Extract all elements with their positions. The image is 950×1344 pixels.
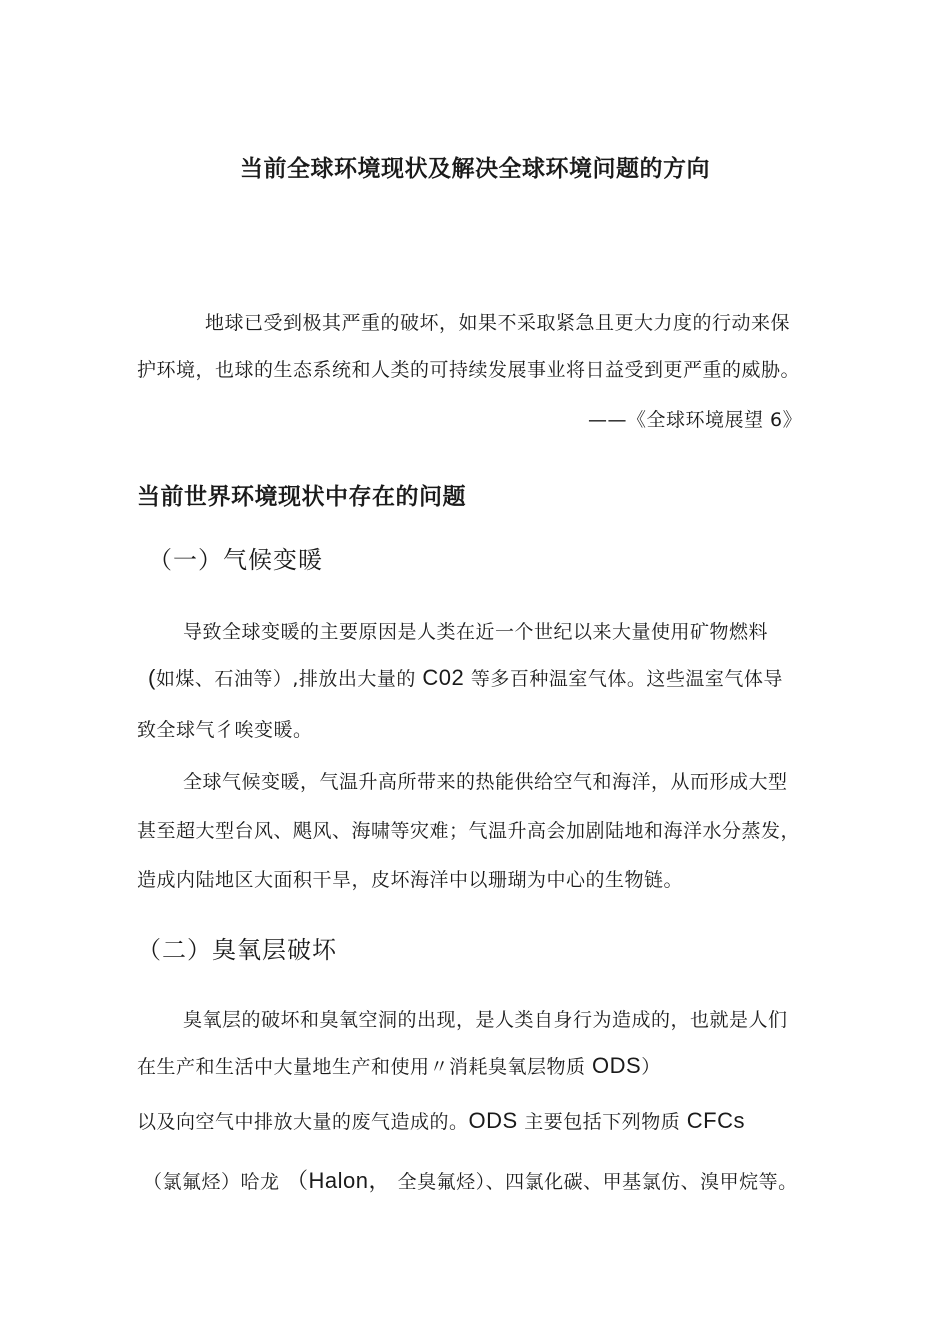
ods-text-2: ODS [468, 1108, 518, 1133]
climate-p1-l2-text-b: 等多百种温室气体。这些温室气体导 [464, 668, 783, 690]
climate-paragraph-2-line-3: 造成内陆地区大面积干旱，皮坏海洋中以珊瑚为中心的生物链。 [137, 869, 684, 891]
climate-paragraph-1-line-1: 导致全球变暖的主要原因是人类在近一个世纪以来大量使用矿物燃料 [183, 621, 769, 643]
section-heading: 当前世界环境现状中存在的问题 [137, 484, 466, 510]
ozone-l3-text-c: 主要包括下列物质 [517, 1111, 687, 1133]
ozone-l4-text-a: （氯氟烃）哈龙 [143, 1171, 287, 1193]
climate-paragraph-2-line-2: 甚至超大型台风、飓风、海啸等灾难；气温升高会加剧陆地和海洋水分蒸发， [137, 820, 801, 842]
ozone-paragraph-line-4 [143, 1164, 798, 1195]
co2-text: C02 [422, 665, 465, 690]
ozone-paragraph-line-1: 臭氧层的破坏和臭氧空洞的出现，是人类自身行为造成的，也就是人们 [183, 1009, 788, 1031]
ozone-l4-text-c: 全臭氟烃）、四氯化碳、甲基氯仿、溴甲烷等。 [391, 1171, 798, 1193]
ozone-l2-text-a: 在生产和生活中大量地生产和使用〃消耗臭氧层物质 [137, 1056, 593, 1078]
climate-paragraph-1-line-3: 致全球气彳唉变暖。 [137, 719, 313, 741]
ozone-l2-text-c: ） [641, 1056, 661, 1078]
document-title: 当前全球环境现状及解决全球环境问题的方向 [240, 156, 710, 182]
halon-text: （Halon， [286, 1168, 392, 1193]
climate-paragraph-2-line-1: 全球气候变暖，气温升高所带来的热能供给空气和海洋，从而形成大型 [183, 771, 788, 793]
climate-p1-l2-text-a: 如煤、石油等）,排放出大量的 [155, 668, 423, 690]
epigraph-line-1: 地球已受到极其严重的破坏，如果不采取紧急且更大力度的行动来保 [205, 312, 791, 334]
epigraph-line-2: 护环境，也球的生态系统和人类的可持续发展事业将日益受到更严重的威胁。 [137, 359, 801, 381]
ozone-l3-text-a: 以及向空气中排放大量的废气造成的。 [137, 1111, 469, 1133]
open-paren: ( [148, 665, 156, 690]
ods-text: ODS [592, 1053, 642, 1078]
cfcs-text: CFCs [686, 1108, 746, 1133]
subsection-2-heading: （二）臭氧层破坏 [137, 936, 337, 964]
epigraph-source: ——《全球环境展望 6》 [588, 409, 803, 431]
climate-paragraph-1-line-2 [148, 664, 783, 691]
ozone-paragraph-line-3 [137, 1107, 745, 1134]
subsection-1-heading: （一）气候变暖 [148, 546, 323, 574]
ozone-paragraph-line-2 [137, 1052, 661, 1079]
